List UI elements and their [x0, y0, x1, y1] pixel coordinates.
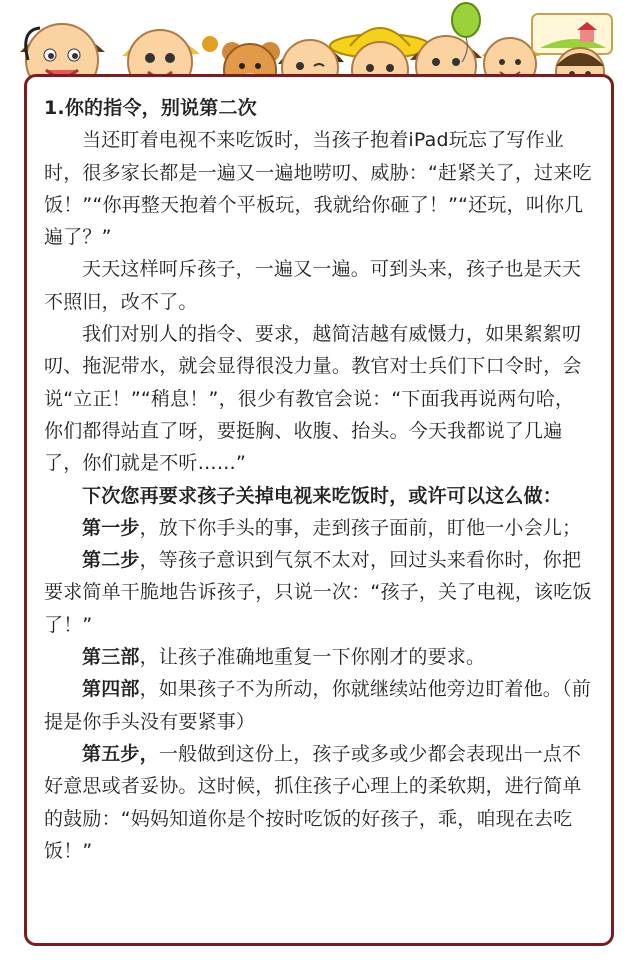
step-item	[44, 544, 592, 641]
paragraph-emphasis: 下次您再要求孩子关掉电视来吃饭时，或许可以这么做：	[82, 484, 563, 507]
step-label: 第三部	[82, 646, 140, 669]
article-body	[44, 92, 592, 867]
step-text: 一般做到这份上，孩子或多或少都会表现出一点不好意思或者妥协。这时候，抓住孩子心理上的柔软期，进行简单的鼓励：“妈妈知道你是个按时吃饭的好孩子，乖，咱现在去吃饭！”	[44, 742, 582, 862]
step-item	[44, 673, 592, 738]
step-text: ，让孩子准确地重复一下你刚才的要求。	[139, 646, 486, 669]
step-item	[44, 738, 592, 867]
step-label: 第四部	[82, 678, 140, 701]
article-title: 1.你的指令，别说第二次	[44, 97, 257, 119]
step-label: 第五步，	[82, 742, 159, 765]
step-item	[44, 512, 592, 544]
house-icon	[532, 14, 612, 54]
paragraph: 天天这样呵斥孩子，一遍又一遍。可到头来，孩子也是天天不照旧，改不了。	[44, 258, 582, 313]
step-text: ，如果孩子不为所动，你就继续站他旁边盯着他。（前提是你手头没有要紧事）	[44, 678, 591, 733]
step-label: 第一步	[82, 516, 140, 539]
paragraph: 当还盯着电视不来吃饭时，当孩子抱着iPad玩忘了写作业时，很多家长都是一遍又一遍地唠叨、威胁：“赶紧关了，过来吃饭！”“你再整天抱着个平板玩，我就给你砸了！”“还玩，叫你几遍了？”	[44, 129, 592, 249]
step-item	[44, 641, 592, 673]
step-text: ，等孩子意识到气氛不太对，回过头来看你时，你把要求简单干脆地告诉孩子，只说一次：“孩子，关了电视，该吃饭了！”	[44, 549, 592, 636]
paragraph: 我们对别人的指令、要求，越简洁越有威慑力，如果絮絮叨叨、拖泥带水，就会显得很没力量。教官对士兵们下口令时，会说“立正！”“稍息！”，很少有教官会说：“下面我再说两句哈，你们都得站直了呀，要挺胸、收腹、抬头。今天我都说了几遍了，你们就是不听……”	[44, 323, 582, 475]
step-label: 第二步	[82, 549, 140, 572]
step-text: ，放下你手头的事，走到孩子面前，盯他一小会儿；	[139, 516, 582, 539]
